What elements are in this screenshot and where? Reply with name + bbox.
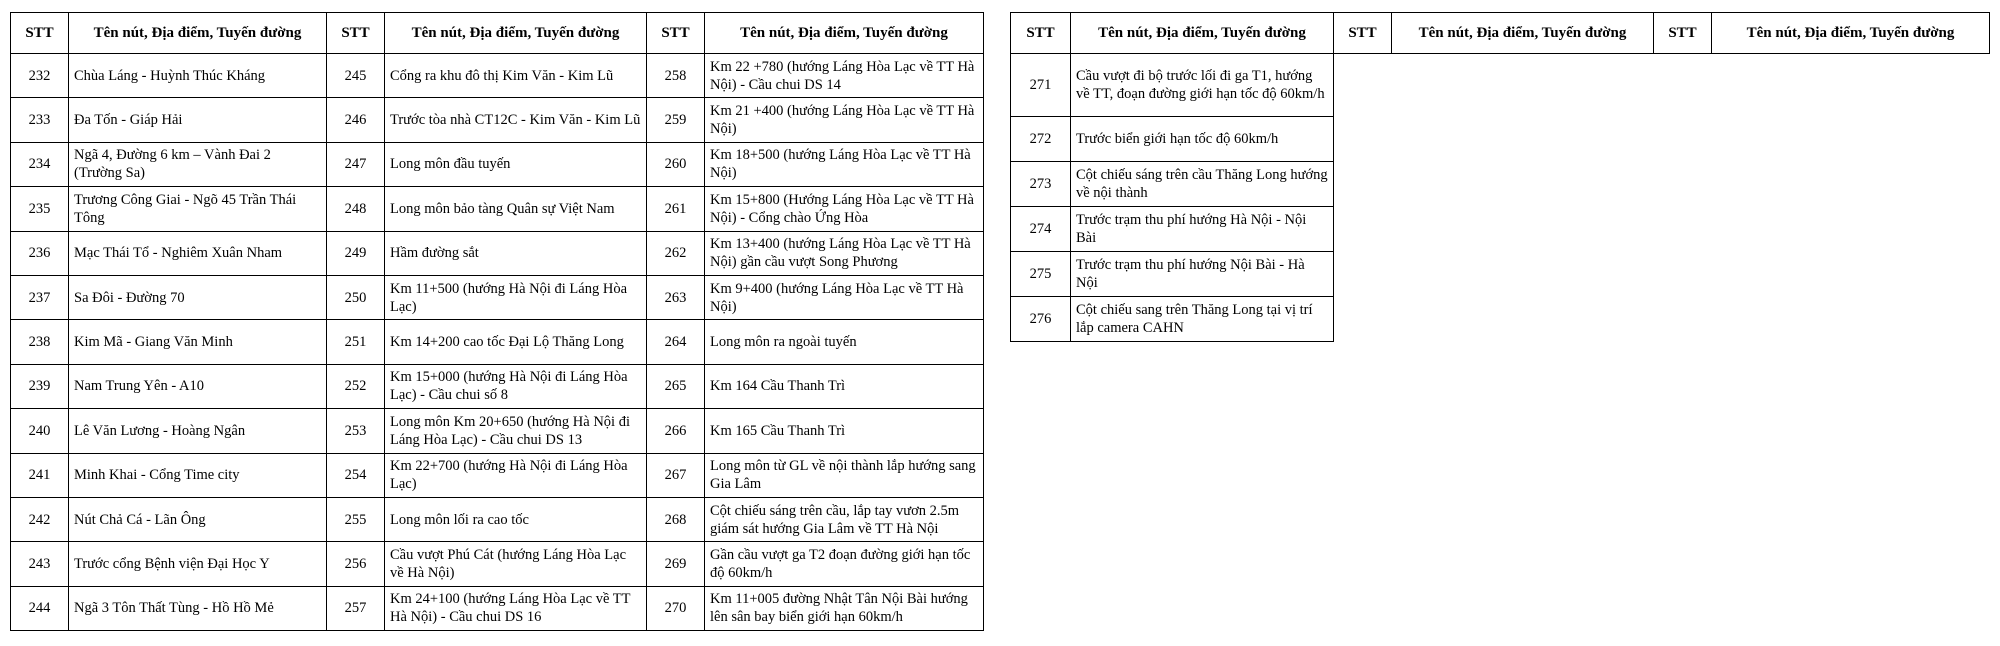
table-row [11,320,984,364]
empty-cell [1654,117,1712,162]
stt-cell: 243 [11,542,69,586]
location-name-cell: Km 24+100 (hướng Láng Hòa Lạc về TT Hà Nội) - Cầu chui DS 16 [385,586,647,630]
location-name-cell: Long môn đầu tuyến [385,142,647,186]
name-header: Tên nút, Địa điểm, Tuyến đường [69,13,327,54]
stt-cell: 275 [1011,252,1071,297]
location-name-cell: Trước trạm thu phí hướng Hà Nội - Nội Bài [1071,207,1334,252]
location-name-cell: Gần cầu vượt ga T2 đoạn đường giới hạn tốc độ 60km/h [705,542,984,586]
empty-cell [1334,252,1392,297]
empty-cell [1654,252,1712,297]
location-name-cell: Mạc Thái Tổ - Nghiêm Xuân Nham [69,231,327,275]
location-name-cell: Km 9+400 (hướng Láng Hòa Lạc về TT Hà Nội) [705,275,984,319]
empty-cell [1654,297,1712,342]
stt-cell: 246 [327,98,385,142]
stt-cell: 245 [327,54,385,98]
table-row [11,364,984,408]
location-name-cell: Km 18+500 (hướng Láng Hòa Lạc về TT Hà Nội) [705,142,984,186]
stt-cell: 273 [1011,162,1071,207]
empty-cell [1392,207,1654,252]
location-name-cell: Long môn bảo tàng Quân sự Việt Nam [385,187,647,231]
table-row [11,142,984,186]
location-name-cell: Long môn từ GL về nội thành lắp hướng sang Gia Lâm [705,453,984,497]
empty-cell [1712,54,1990,117]
location-name-cell: Km 15+000 (hướng Hà Nội đi Láng Hòa Lạc) - Cầu chui số 8 [385,364,647,408]
stt-cell: 260 [647,142,705,186]
table-row [11,275,984,319]
stt-cell: 258 [647,54,705,98]
header-row [11,13,984,54]
table-row [11,98,984,142]
empty-cell [1334,162,1392,207]
stt-cell: 263 [647,275,705,319]
empty-cell [1712,252,1990,297]
location-name-cell: Trước biển giới hạn tốc độ 60km/h [1071,117,1334,162]
location-name-cell: Km 15+800 (Hướng Láng Hòa Lạc về TT Hà Nội) - Cổng chào Ứng Hòa [705,187,984,231]
stt-cell: 265 [647,364,705,408]
stt-cell: 241 [11,453,69,497]
location-name-cell: Cột chiếu sang trên Thăng Long tại vị trí lắp camera CAHN [1071,297,1334,342]
location-name-cell: Cầu vượt Phú Cát (hướng Láng Hòa Lạc về Hà Nội) [385,542,647,586]
empty-cell [1712,117,1990,162]
table-row [11,54,984,98]
stt-cell: 269 [647,542,705,586]
stt-cell: 234 [11,142,69,186]
location-name-cell: Nam Trung Yên - A10 [69,364,327,408]
empty-cell [1712,162,1990,207]
stt-cell: 272 [1011,117,1071,162]
table-row [11,542,984,586]
empty-cell [1334,297,1392,342]
location-name-cell: Cầu vượt đi bộ trước lối đi ga T1, hướng về TT, đoạn đường giới hạn tốc độ 60km/h [1071,54,1334,117]
stt-cell: 262 [647,231,705,275]
location-name-cell: Cổng ra khu đô thị Kim Văn - Kim Lũ [385,54,647,98]
location-name-cell: Trước trạm thu phí hướng Nội Bài - Hà Nội [1071,252,1334,297]
location-name-cell: Kim Mã - Giang Văn Minh [69,320,327,364]
stt-cell: 249 [327,231,385,275]
location-name-cell: Km 13+400 (hướng Láng Hòa Lạc về TT Hà Nội) gần cầu vượt Song Phương [705,231,984,275]
stt-cell: 251 [327,320,385,364]
location-name-cell: Long môn ra ngoài tuyến [705,320,984,364]
stt-cell: 257 [327,586,385,630]
stt-cell: 276 [1011,297,1071,342]
location-name-cell: Đa Tốn - Giáp Hải [69,98,327,142]
empty-cell [1392,252,1654,297]
table-row [11,586,984,630]
locations-table-right [1010,12,1990,342]
stt-cell: 238 [11,320,69,364]
stt-cell: 259 [647,98,705,142]
name-header: Tên nút, Địa điểm, Tuyến đường [705,13,984,54]
location-name-cell: Hầm đường sắt [385,231,647,275]
location-name-cell: Km 165 Cầu Thanh Trì [705,409,984,453]
location-name-cell: Long môn Km 20+650 (hướng Hà Nội đi Láng Hòa Lạc) - Cầu chui DS 13 [385,409,647,453]
stt-cell: 242 [11,497,69,541]
stt-header: STT [1654,13,1712,54]
table-row [11,409,984,453]
name-header: Tên nút, Địa điểm, Tuyến đường [385,13,647,54]
stt-header: STT [647,13,705,54]
stt-cell: 271 [1011,54,1071,117]
empty-cell [1334,117,1392,162]
location-name-cell: Km 14+200 cao tốc Đại Lộ Thăng Long [385,320,647,364]
location-name-cell: Sa Đôi - Đường 70 [69,275,327,319]
stt-cell: 247 [327,142,385,186]
empty-cell [1712,297,1990,342]
empty-cell [1392,54,1654,117]
table-row [1011,162,1990,207]
stt-cell: 237 [11,275,69,319]
location-name-cell: Nút Chả Cá - Lãn Ông [69,497,327,541]
table-row [1011,297,1990,342]
name-header: Tên nút, Địa điểm, Tuyến đường [1071,13,1334,54]
stt-cell: 254 [327,453,385,497]
location-name-cell: Trước tòa nhà CT12C - Kim Văn - Kim Lũ [385,98,647,142]
table-row [11,497,984,541]
stt-cell: 268 [647,497,705,541]
stt-cell: 255 [327,497,385,541]
empty-cell [1392,117,1654,162]
stt-cell: 235 [11,187,69,231]
empty-cell [1654,162,1712,207]
stt-cell: 244 [11,586,69,630]
stt-cell: 253 [327,409,385,453]
stt-cell: 256 [327,542,385,586]
location-name-cell: Trương Công Giai - Ngõ 45 Trần Thái Tông [69,187,327,231]
empty-cell [1392,162,1654,207]
location-name-cell: Km 11+005 đường Nhật Tân Nội Bài hướng lên sân bay biển giới hạn 60km/h [705,586,984,630]
stt-cell: 250 [327,275,385,319]
stt-header: STT [11,13,69,54]
stt-header: STT [327,13,385,54]
empty-cell [1392,297,1654,342]
stt-cell: 267 [647,453,705,497]
table-row [1011,207,1990,252]
stt-cell: 236 [11,231,69,275]
table-row [1011,117,1990,162]
header-row [1011,13,1990,54]
location-name-cell: Trước cổng Bệnh viện Đại Học Y [69,542,327,586]
location-name-cell: Ngã 4, Đường 6 km – Vành Đai 2 (Trường Sa) [69,142,327,186]
stt-cell: 270 [647,586,705,630]
empty-cell [1712,207,1990,252]
location-name-cell: Chùa Láng - Huỳnh Thúc Kháng [69,54,327,98]
location-name-cell: Km 22 +780 (hướng Láng Hòa Lạc về TT Hà Nội) - Cầu chui DS 14 [705,54,984,98]
empty-cell [1654,54,1712,117]
stt-cell: 264 [647,320,705,364]
location-name-cell: Km 164 Cầu Thanh Trì [705,364,984,408]
location-name-cell: Cột chiếu sáng trên cầu Thăng Long hướng về nội thành [1071,162,1334,207]
table-row [11,231,984,275]
stt-cell: 252 [327,364,385,408]
stt-cell: 240 [11,409,69,453]
location-name-cell: Cột chiếu sáng trên cầu, lắp tay vươn 2.5m giám sát hướng Gia Lâm về TT Hà Nội [705,497,984,541]
stt-cell: 266 [647,409,705,453]
location-name-cell: Km 11+500 (hướng Hà Nội đi Láng Hòa Lạc) [385,275,647,319]
stt-cell: 239 [11,364,69,408]
name-header: Tên nút, Địa điểm, Tuyến đường [1712,13,1990,54]
stt-header: STT [1334,13,1392,54]
empty-cell [1334,207,1392,252]
location-name-cell: Minh Khai - Cổng Time city [69,453,327,497]
locations-table-left [10,12,984,631]
location-name-cell: Ngã 3 Tôn Thất Tùng - Hồ Hồ Mẻ [69,586,327,630]
stt-cell: 248 [327,187,385,231]
name-header: Tên nút, Địa điểm, Tuyến đường [1392,13,1654,54]
empty-cell [1654,207,1712,252]
stt-cell: 274 [1011,207,1071,252]
table-row [1011,54,1990,117]
location-name-cell: Lê Văn Lương - Hoàng Ngân [69,409,327,453]
empty-cell [1334,54,1392,117]
location-name-cell: Long môn lối ra cao tốc [385,497,647,541]
location-name-cell: Km 22+700 (hướng Hà Nội đi Láng Hòa Lạc) [385,453,647,497]
table-row [11,453,984,497]
stt-header: STT [1011,13,1071,54]
stt-cell: 233 [11,98,69,142]
stt-cell: 261 [647,187,705,231]
stt-cell: 232 [11,54,69,98]
location-name-cell: Km 21 +400 (hướng Láng Hòa Lạc về TT Hà Nội) [705,98,984,142]
table-row [11,187,984,231]
table-row [1011,252,1990,297]
